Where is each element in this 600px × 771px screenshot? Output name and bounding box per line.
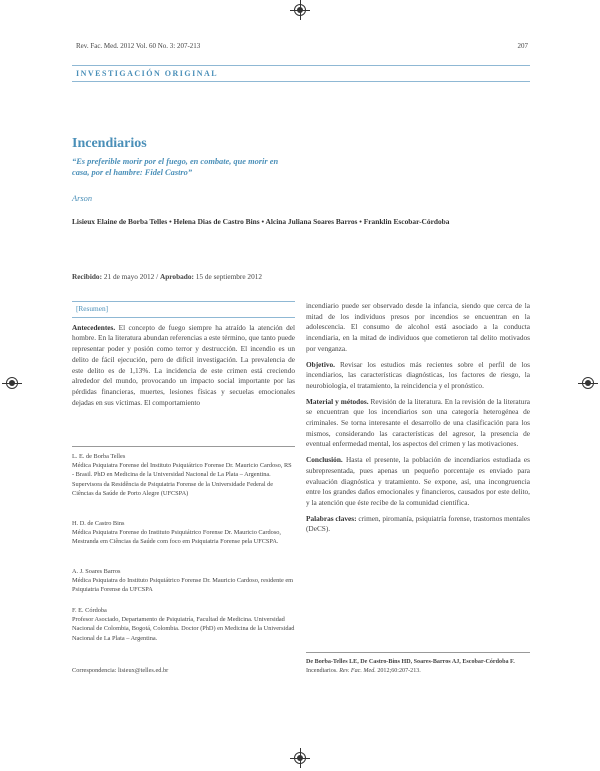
author-list: Lisieux Elaine de Borba Telles • Helena Dias de Castro Bins • Alcina Juliana Soares Barros • Franklin Escobar-Córdoba xyxy=(72,217,450,226)
keywords-label: Palabras claves: xyxy=(306,513,357,523)
keywords-text: crimen, piromanía, psiquiatría forense, trastornos mentales (DeCS). xyxy=(306,513,530,534)
article-title: Incendiarios xyxy=(72,136,147,151)
antecedentes-text-continued: incendiario puede ser observado desde la infancia, siendo que cerca de la mitad de los individuos presos por incendios se encuentran en la adolescencia. El consumo de alcohol está asociado a la conducta incendiaria, en la mitad de individuos que cometieron tal delito motivados por venganza. xyxy=(306,301,530,353)
resumen-tag: [Resumen] xyxy=(72,301,295,318)
citation-ref: 2012;60:207-213. xyxy=(377,668,421,674)
citation-divider xyxy=(306,652,530,653)
approved-date: 15 de septiembre 2012 xyxy=(195,272,263,281)
keywords-paragraph xyxy=(306,514,530,535)
affiliation-3 xyxy=(72,567,295,595)
affiliation-1-name: L. E. de Borba Telles xyxy=(72,453,126,460)
objetivo-text: Revisar los estudios más recientes sobre el perfil de los incendiarios, las características diagnósticas, los factores de riesgo, la neurobiología, el tratamiento, la reincidencia y el pronóstico. xyxy=(306,359,530,390)
received-date: 21 de mayo 2012 xyxy=(103,272,155,281)
affiliation-4 xyxy=(72,606,295,643)
material-text: Revisión de la literatura. En la revisión de la literatura se encuentran que los incendiarios son una categoría heterogénea de criminales. Se torna interesante el desarrollo de una clasificación para los mismos, considerando las características del agresor, la presencia de eventual enfermedad mental, los aspectos del crimen y las motivaciones. xyxy=(306,396,530,449)
affiliation-4-name: F. E. Córdoba xyxy=(72,607,107,614)
received-label: Recibido: xyxy=(72,272,102,281)
registration-mark-top-line xyxy=(300,0,301,20)
objetivo-label: Objetivo. xyxy=(306,359,335,369)
conclusion-label: Conclusión. xyxy=(306,455,343,465)
registration-mark-bottom-line xyxy=(300,748,301,768)
objetivo-paragraph xyxy=(306,360,530,392)
registration-mark-left xyxy=(6,377,18,389)
correspondence: Correspondencia: lisieux@telles.ed.br xyxy=(72,667,169,674)
material-paragraph xyxy=(306,397,530,451)
antecedentes-label: Antecedentes. xyxy=(72,322,116,332)
affiliation-3-name: A. J. Soares Barros xyxy=(72,568,121,575)
section-label: INVESTIGACIÓN ORIGINAL xyxy=(72,65,530,82)
citation-journal: Rev. Fac. Med. xyxy=(339,668,376,674)
conclusion-text: Hasta el presente, la población de incendiarios estudiada es subrepresentada, pues apenas un pequeño porcentaje es enviado para evaluación diagnóstica y tratamiento. Se expone, así, una incongruencia entre los grandes daños emocionales y financieros, causados por este delito, y la atención que éste recibe de la comunidad científica. xyxy=(306,455,530,507)
affiliation-2 xyxy=(72,519,295,547)
approved-label: Aprobado: xyxy=(159,272,194,281)
abstract-column-left xyxy=(72,301,295,448)
antecedentes-continued xyxy=(306,301,530,355)
affiliation-2-name: H. D. de Castro Bins xyxy=(72,520,125,527)
running-header-page-number: 207 xyxy=(517,42,528,50)
citation-authors: De Borba-Telles LE, De Castro-Bins HD, Soares-Barros AJ, Escobar-Córdoba F. xyxy=(306,659,515,665)
antecedentes-text: El concepto de fuego siempre ha atraído la atención del hombre. En la literatura abundan referencias a este término, que tanto puede representar poder y posión como terror y destrucción. El incendio es un delito de fácil ejecución, pero de difícil investigación. La prevalencia de este delito es de 1,13%. La incidencia de este crimen está creciendo alrededor del mundo, provocando un impacto social importante por las pérdidas financieras, muertes, lesiones físicas y secuelas emocionales dejadas en sus víctimas. El comportamiento xyxy=(72,322,295,407)
citation-block xyxy=(306,658,530,676)
affiliation-1-text: Médica Psiquiatra Forense del Instituto Psiquiátrico Forense Dr. Mauricio Cardoso, RS - Brasil. PhD en Medicina de la Universidad Nacional de La Plata – Argentina. Supervisora da Residência de Psiquiatria Forense de la Universidade Federal de Ciências da Saúde de Porto Alegre (UFCSPA) xyxy=(72,462,292,497)
material-label: Material y métodos. xyxy=(306,396,369,406)
dates-line: Recibido: 21 de mayo 2012 / Aprobado: 15 de septiembre 2012 xyxy=(72,272,263,281)
abstract-column-right xyxy=(306,301,530,540)
affiliation-2-text: Médica Psiquiatra Forense do Instituto Psiquiátrico Forense Dr. Mauricio Cardoso, Mestranda em Ciências da Saúde com foco em Psiquiatria Forense pela UFCSPA. xyxy=(72,529,281,546)
registration-mark-right xyxy=(582,377,594,389)
english-title: Arson xyxy=(72,194,93,203)
antecedentes-paragraph xyxy=(72,323,295,443)
affiliation-4-text: Profesor Asociado, Departamento de Psiquiatría, Facultad de Medicina. Universidad Nacional de Colombia, Bogotá, Colombia. Doctor (PhD) en Medicina de la Universidad Nacional de La Plata – Argentina. xyxy=(72,616,295,642)
affiliation-3-text: Médica Psiquiatra do Instituto Psiquiátrico Forense Dr. Mauricio Cardoso, residente em Psiquiatria Forense da UFCSPA xyxy=(72,577,294,594)
citation-title: Incendiarios. xyxy=(306,668,338,674)
conclusion-paragraph xyxy=(306,455,530,509)
running-header-journal: Rev. Fac. Med. 2012 Vol. 60 No. 3: 207-213 xyxy=(76,42,201,50)
affiliation-1 xyxy=(72,452,295,498)
article-epigraph: “Es preferible morir por el fuego, en combate, que morir en casa, por el hambre: Fidel Castro” xyxy=(72,157,279,177)
affiliation-divider xyxy=(72,446,295,447)
